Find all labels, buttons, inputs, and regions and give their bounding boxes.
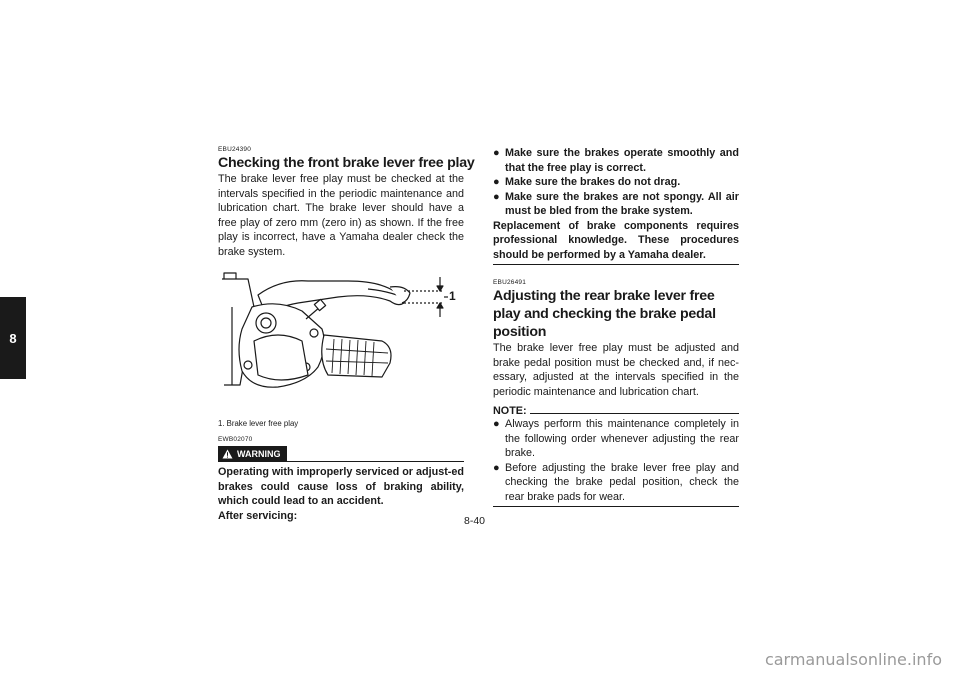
warning-text: Operating with improperly serviced or adjust-ed brakes could cause loss of braking ability, which could lead to an accident. [218,466,464,507]
section-title-rear-brake: Adjusting the rear brake lever free play and checking the brake pedal position [493,288,716,340]
warning-label: WARNING [237,449,281,459]
section-code: EBU24390 [218,146,252,153]
brake-lever-illustration [218,267,464,415]
bullet-icon: ● [493,461,500,474]
bullet-icon: ● [493,418,500,430]
replacement-text: Replacement of brake components requires professional knowledge. These procedures should be performed by a Yamaha dealer. [493,219,739,261]
chapter-tab: 8 [0,297,26,379]
page-number: 8-40 [464,515,486,527]
warning-triangle-icon [222,449,233,459]
after-servicing-label: After servicing: [218,509,298,522]
list-item: ● Make sure the brakes operate smoothly and that the free play is correct. [493,147,739,174]
warning-end-divider [493,264,739,265]
figure-callout-1: 1 [449,289,456,303]
note-list [493,417,739,504]
right-column [493,146,739,507]
section-title-front-brake: Checking the front brake lever free play [218,155,475,171]
warning-badge [218,446,287,462]
list-item: ● Before adjusting the brake lever free play and checking the brake pedal position, check the rear brake pads for wear. [493,461,739,503]
note-end-divider [493,506,739,507]
bullet-icon: ● [493,176,500,188]
note-divider [530,413,739,414]
front-brake-body: The brake lever free play must be checked at the intervals specified in the periodic maintenance and lubrication chart. The brake lever should have a free play of zero mm (zero in) as shown. If the free play is incorrect, have a Yamaha dealer check the brake system. [218,173,464,258]
warning-divider [287,460,465,462]
section-code: EBU26491 [493,279,527,286]
brake-lever-figure [218,267,464,415]
list-item: ● Make sure the brakes are not spongy. All air must be bled from the brake system. [493,190,739,217]
bullet-icon: ● [493,147,500,159]
list-item: ● Always perform this maintenance completely in the following order whenever adjusting the rear brake. [493,418,739,459]
list-item: ● Make sure the brakes do not drag. [493,176,681,188]
bullet-icon: ● [493,190,500,203]
rear-brake-body: The brake lever free play must be adjusted and brake pedal position must be checked and, if nec-essary, adjusted at the intervals specified in the periodic maintenance and lubrication chart. [493,342,739,398]
figure-caption: 1. Brake lever free play [218,419,299,428]
after-servicing-list [493,146,739,219]
warning-header [218,446,464,462]
warning-code: EWB02070 [218,436,253,443]
note-label: NOTE: [493,405,527,417]
note-header [493,405,739,417]
left-column [218,146,475,523]
watermark: carmanualsonline.info [764,650,942,669]
